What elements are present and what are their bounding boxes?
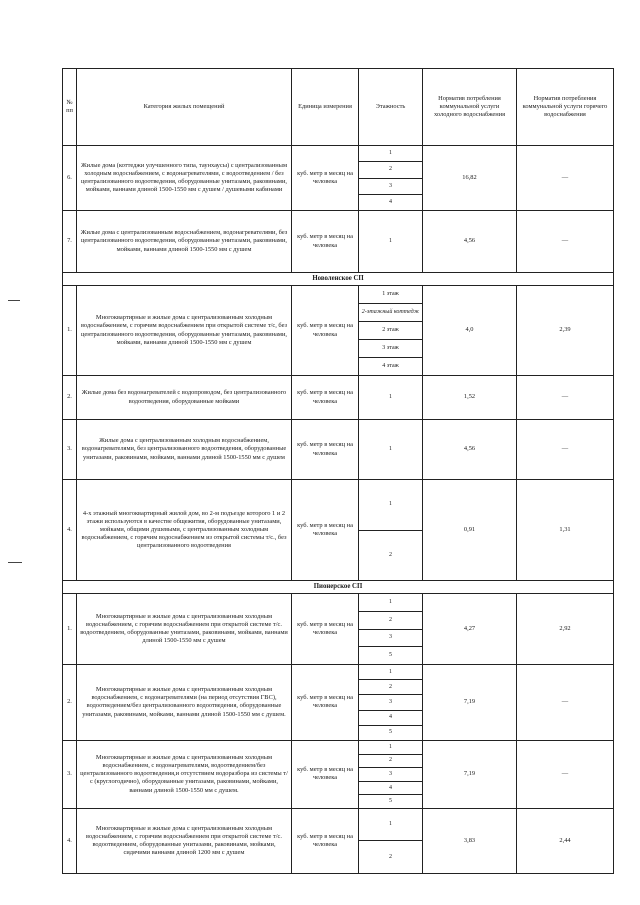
row-number: 2. — [63, 665, 77, 741]
header-unit: Единица измерения — [292, 69, 359, 146]
row-number: 3. — [63, 420, 77, 480]
row-hot-norm: — — [517, 376, 614, 420]
floor-value: 1 — [359, 480, 422, 530]
row-category: Жилые дома без водонагревателей с водопроводом, без централизованного водоотведения, оборудованные мойками — [77, 376, 292, 420]
row-unit: куб. метр в месяц на человека — [292, 808, 359, 873]
floors-list — [359, 376, 422, 419]
header-hot: Норматив потребления коммунальной услуги горячего водоснабжения — [517, 69, 614, 146]
row-number: 2. — [63, 376, 77, 420]
row-category: Жилые дома с централизованным холодным водоснабжением, водонагревателями, без централизованного водоотведения, оборудованные унитазами, раковинами, мойками, ваннами длиной 1500-1550 мм с душем — [77, 420, 292, 480]
floors-list — [359, 594, 422, 664]
floor-value: 1 — [359, 809, 422, 841]
section-title: Новоленское СП — [63, 273, 614, 286]
row-floors — [359, 594, 423, 665]
row-cold-norm: 7,19 — [423, 665, 517, 741]
floor-value: 5 — [389, 652, 392, 659]
row-cold-norm: 3,83 — [423, 808, 517, 873]
row-floors — [359, 740, 423, 808]
row-cold-norm: 16,82 — [423, 146, 517, 211]
floors-list — [359, 420, 422, 479]
norms-table — [62, 68, 614, 874]
row-number: 7. — [63, 211, 77, 273]
row-category: Многоквартирные и жилые дома с централизованным холодным водоснабжением, с горячим водоснабжением при открытой системе т/с, без централизованного водоотведения, оборудованные унитазами, раковинами, мойками, ваннами длиной 1500-1550 мм с душем — [77, 286, 292, 376]
row-hot-norm: 1,31 — [517, 480, 614, 581]
row-cold-norm: 4,56 — [423, 211, 517, 273]
floor-value: 3 — [359, 695, 422, 710]
floor-value: 4 — [359, 781, 422, 795]
row-category: Многоквартирные и жилые дома с централизованным холодным водоснабжением, с горячим водоснабжением при открытой системе т/с. водоотведением, оборудованные унитазами, раковинами, мойками, сидячими ваннами длиной 1200 мм с душем — [77, 808, 292, 873]
row-number: 3. — [63, 740, 77, 808]
row-cold-norm: 0,91 — [423, 480, 517, 581]
row-hot-norm: — — [517, 420, 614, 480]
row-hot-norm: — — [517, 211, 614, 273]
floor-value: 3 — [359, 629, 422, 647]
floor-value: 4 этаж — [382, 363, 399, 369]
floor-value: 4 — [389, 198, 392, 205]
floor-value: 3 — [359, 178, 422, 194]
floors-list — [359, 211, 422, 272]
row-hot-norm: — — [517, 665, 614, 741]
row-unit: куб. метр в месяц на человека — [292, 594, 359, 665]
floor-value: 2-этажный коттедж — [359, 304, 422, 322]
row-unit: куб. метр в месяц на человека — [292, 286, 359, 376]
row-unit: куб. метр в месяц на человека — [292, 665, 359, 741]
floors-list — [359, 286, 422, 375]
row-floors — [359, 480, 423, 581]
header-cold: Норматив потребления коммунальной услуги холодного водоснабжения — [423, 69, 517, 146]
row-cold-norm: 7,19 — [423, 740, 517, 808]
floor-value: 1 — [389, 446, 392, 452]
row-number: 1. — [63, 594, 77, 665]
scan-margin-mark — [8, 562, 22, 563]
floor-value: 3 — [359, 768, 422, 782]
floors-list — [359, 741, 422, 808]
table-row — [63, 808, 614, 873]
floor-value: 1 — [389, 238, 392, 244]
row-floors — [359, 286, 423, 376]
row-category: Жилые дома с централизованным водоснабжением, водонагревателями, без централизованного водоотведения, оборудованные унитазами, раковинами, мойками, ваннами длиной 1500-1550 мм с душем — [77, 211, 292, 273]
row-category: Многоквартирные и жилые дома с централизованным холодным водоснабжением, с водонагревателями, водоотведением/без централизованного водоотведения,и отсутствием водоразбора из системы т/с (круглогодично), оборудованные унитазами, раковинами, мойками, ваннами длиной 1500-1550 мм с душем. — [77, 740, 292, 808]
row-cold-norm: 4,0 — [423, 286, 517, 376]
floor-value: 2 — [359, 680, 422, 695]
row-hot-norm: — — [517, 740, 614, 808]
row-unit: куб. метр в месяц на человека — [292, 420, 359, 480]
floor-value: 2 — [359, 162, 422, 178]
table-row — [63, 286, 614, 376]
row-unit: куб. метр в месяц на человека — [292, 480, 359, 581]
floor-value: 2 — [389, 551, 392, 558]
row-hot-norm: 2,44 — [517, 808, 614, 873]
row-unit: куб. метр в месяц на человека — [292, 740, 359, 808]
floor-value: 2 этаж — [359, 322, 422, 340]
floor-value: 1 — [359, 594, 422, 611]
row-cold-norm: 4,27 — [423, 594, 517, 665]
table-row — [63, 420, 614, 480]
row-category: 4-х этажный многоквартирный жилой дом, во 2-м подъезде которого 1 и 2 этажи используются в качестве общежития, оборудованные унитазами, мойками, общими душевыми, с централизованным холодным водоснабжением, с горячим водоснабжением из открытой системы т/с., без централизованного водоотведения — [77, 480, 292, 581]
floor-value: 1 — [389, 394, 392, 400]
row-number: 4. — [63, 808, 77, 873]
table-row — [63, 376, 614, 420]
row-floors — [359, 211, 423, 273]
row-cold-norm: 4,56 — [423, 420, 517, 480]
floor-value: 1 — [359, 741, 422, 754]
scan-margin-mark — [8, 300, 20, 301]
row-hot-norm: 2,39 — [517, 286, 614, 376]
row-unit: куб. метр в месяц на человека — [292, 211, 359, 273]
row-floors — [359, 665, 423, 741]
row-floors — [359, 376, 423, 420]
floors-list — [359, 480, 422, 580]
row-hot-norm: 2,92 — [517, 594, 614, 665]
row-number: 4. — [63, 480, 77, 581]
floors-list — [359, 665, 422, 740]
section-title: Пионерское СП — [63, 581, 614, 594]
floor-value: 1 — [359, 665, 422, 680]
table-row — [63, 211, 614, 273]
row-category: Многоквартирные и жилые дома с централизованным холодным водоснабжением, с горячим водоснабжением при открытой системе т/с. водоотведением, оборудованные унитазами, раковинами, мойками, ваннами длиной 1500-1550 мм с душем — [77, 594, 292, 665]
table-row — [63, 740, 614, 808]
floor-value: 2 — [389, 853, 392, 860]
row-category: Многоквартирные и жилые дома с централизованным холодным водоснабжением, с водонагревателями (на период отсутствия ГВС), водоотведением/без централизованного водоотведения, оборудованные унитазами, раковинами, мойками, ваннами длиной 1500-1550 мм с душем. — [77, 665, 292, 741]
floors-list — [359, 809, 422, 873]
header-floors: Этажность — [359, 69, 423, 146]
table-row — [63, 146, 614, 211]
row-floors — [359, 808, 423, 873]
floors-list — [359, 146, 422, 210]
row-number: 6. — [63, 146, 77, 211]
table-row — [63, 665, 614, 741]
table-row — [63, 480, 614, 581]
floor-value: 1 — [359, 146, 422, 162]
floor-value: 3 этаж — [359, 340, 422, 358]
section-row — [63, 273, 614, 286]
row-unit: куб. метр в месяц на человека — [292, 376, 359, 420]
table-header-row — [63, 69, 614, 146]
header-category: Категория жилых помещений — [77, 69, 292, 146]
floor-value: 4 — [359, 710, 422, 725]
floor-value: 5 — [389, 729, 392, 736]
row-unit: куб. метр в месяц на человека — [292, 146, 359, 211]
floor-value: 1 этаж — [359, 286, 422, 304]
row-category: Жилые дома (коттеджи улучшенного типа, таунхаусы) с централизованным холодным водоснабжением, с водонагревателями, с водоотведением / без централизованного водоотведения, оборудованные унитазами, раковинами, мойками, ваннами длиной 1500-1550 мм с душем / душевыми кабинами — [77, 146, 292, 211]
row-hot-norm: — — [517, 146, 614, 211]
row-floors — [359, 420, 423, 480]
floor-value: 5 — [389, 798, 392, 805]
header-num: № пп — [63, 69, 77, 146]
row-floors — [359, 146, 423, 211]
table-row — [63, 594, 614, 665]
floor-value: 2 — [359, 754, 422, 768]
row-cold-norm: 1,52 — [423, 376, 517, 420]
row-number: 1. — [63, 286, 77, 376]
floor-value: 2 — [359, 611, 422, 629]
section-row — [63, 581, 614, 594]
